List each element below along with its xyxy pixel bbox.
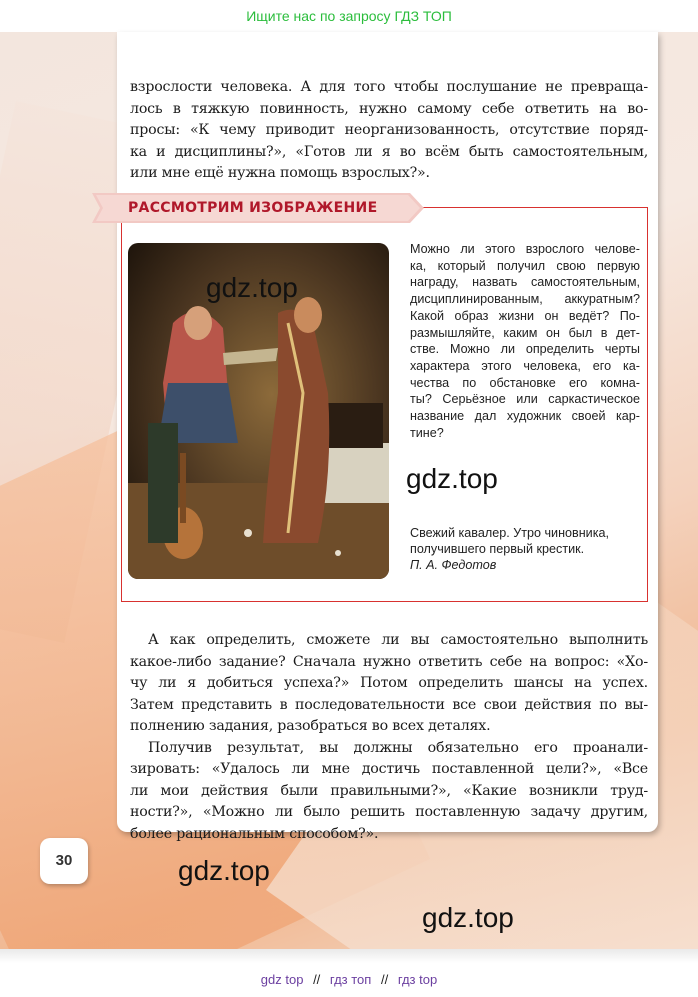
watermark: gdz.top (422, 902, 514, 933)
text-line: ности?», «Можно ли было решить поставленную задачу другим, (130, 804, 648, 820)
bottom-divider (0, 949, 698, 963)
text-line: А как определить, сможете ли вы самостоятельно выполнить (148, 632, 648, 648)
text-line: размышляйте, каким он был в дет- (410, 325, 640, 340)
text-line: дисциплинированным, аккуратным? (410, 292, 640, 307)
text-line: чества по обстановке его комна- (410, 375, 640, 390)
text-line: название дал художник своей кар- (410, 409, 640, 424)
watermark: gdz.top (206, 272, 298, 303)
caption-line: получившего первый крестик. (410, 542, 585, 557)
footer-link[interactable]: гдз топ (329, 972, 372, 987)
top-banner: Ищите нас по запросу ГДЗ ТОП (0, 0, 698, 32)
text-line: Какой образ жизни он ведёт? По- (410, 308, 640, 323)
text-line: награду, назвать самостоятельным, (410, 275, 640, 290)
main-paragraph (130, 630, 648, 845)
text-line: Получив результат, вы должны обязательно его проанали- (148, 739, 648, 756)
text-line: зировать: «Удалось ли мне достичь поставленной цели?», «Все (130, 761, 648, 777)
painting-author: П. А. Федотов (410, 558, 497, 573)
text-line: взрослости человека. А для того чтобы послушание не превраща- (130, 79, 648, 95)
question-text (410, 241, 640, 441)
text-line: ка и дисциплины?», «Готов ли я во всём быть самостоятельным, (130, 143, 648, 160)
section-title: РАССМОТРИМ ИЗОБРАЖЕНИЕ (128, 200, 378, 216)
text-line: какое-либо задание? Сначала нужно ответить себе на вопрос: «Хо- (130, 653, 648, 670)
text-line: ли мои действия были правильными?», «Какие возникли труд- (130, 782, 648, 799)
footer (0, 967, 698, 993)
footer-separator: // (313, 972, 321, 987)
text-line: характера этого человека, его ка- (410, 358, 640, 373)
watermark: gdz.top (178, 855, 270, 886)
text-line: Можно ли этого взрослого челове- (410, 242, 640, 256)
intro-paragraph (130, 77, 648, 185)
page-number: 30 (40, 838, 88, 884)
caption-line: Свежий кавалер. Утро чиновника, (410, 526, 609, 540)
text-line: просы: «К чему приводит неорганизованность, отсутствие поряд- (130, 122, 648, 138)
text-line: ка, который получил свою первую (410, 258, 640, 273)
text-line: лось в тяжкую повинность, нужно самому себе ответить на во- (130, 100, 648, 117)
text-line: чу ли я добиться успеха?» Потом определить шансы на успех. (130, 675, 648, 691)
text-line: полнению задания, разобраться во всех деталях. (130, 718, 491, 734)
text-line: или мне ещё нужна помощь взрослых?». (130, 165, 430, 181)
footer-separator: // (380, 972, 389, 987)
footer-link[interactable]: gdz top (260, 972, 304, 987)
text-line: ты? Серьёзное или саркастическое (410, 392, 640, 407)
text-line: тине? (410, 425, 444, 440)
painting-caption (410, 525, 640, 574)
text-line: стве. Можно ли определить черты (410, 342, 640, 357)
text-line: более рациональным способом?». (130, 825, 379, 842)
footer-link[interactable]: гдз top (397, 972, 438, 987)
watermark: gdz.top (406, 463, 498, 494)
text-line: Затем представить в последовательности все свои действия по вы- (130, 696, 648, 713)
